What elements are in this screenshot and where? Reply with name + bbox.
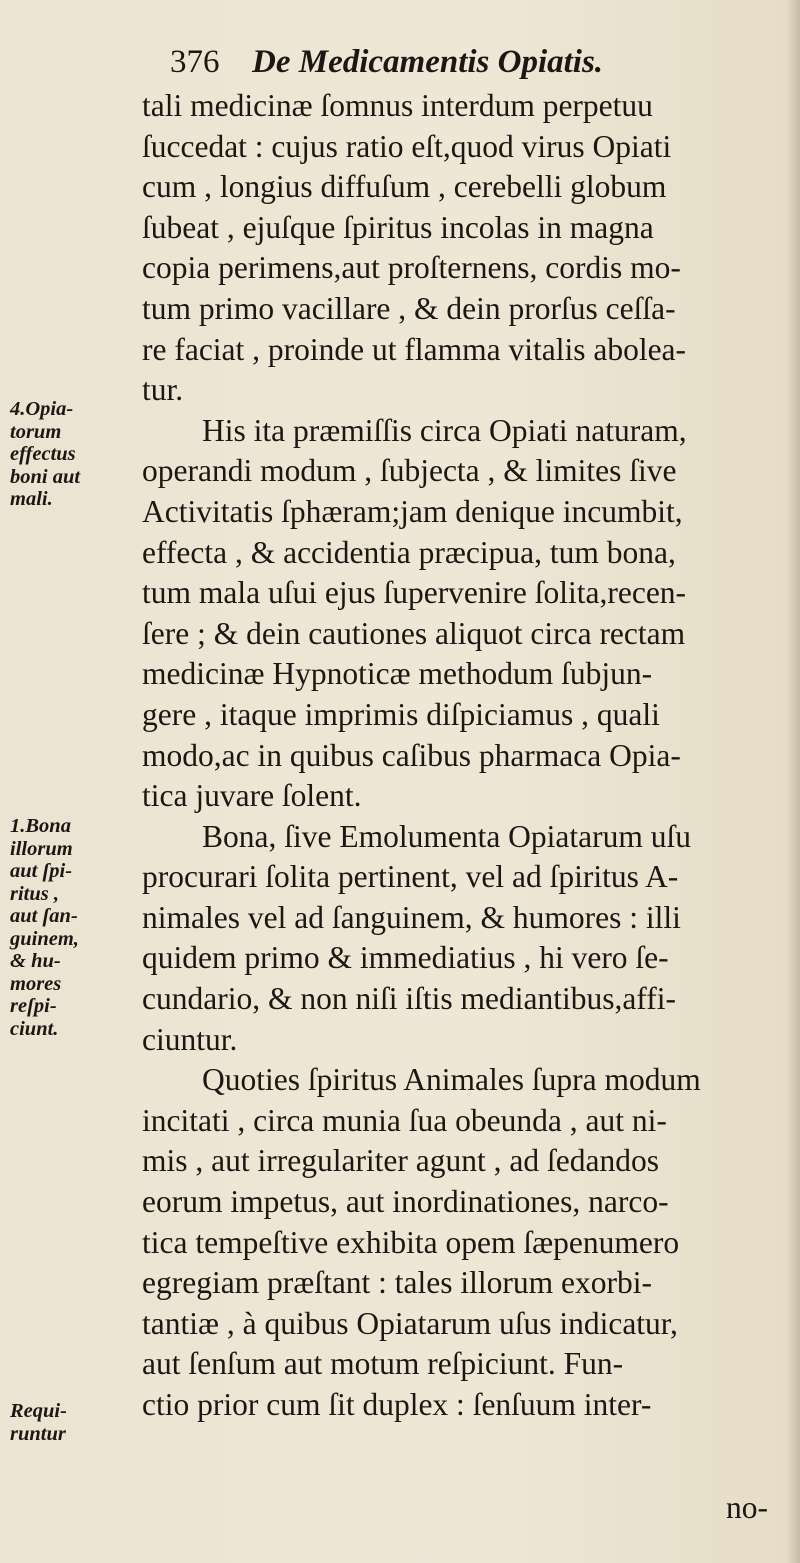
text-line: Bona, ſive Emolumenta Opiatarum uſu	[202, 818, 692, 854]
running-title: De Medicamentis Opiatis.	[252, 44, 604, 80]
text-line: tantiæ , à quibus Opiatarum uſus indicatur,	[142, 1305, 678, 1341]
running-head	[170, 38, 730, 86]
text-line: tum primo vacillare , & dein prorſus ceſſa-	[142, 290, 676, 326]
margin-note	[10, 1400, 140, 1445]
margin-note-line: Requi-	[10, 1400, 67, 1422]
text-line: ſuccedat : cujus ratio eſt,quod virus Opiati	[142, 128, 672, 164]
text-line: quidem primo & immediatius , hi vero ſe-	[142, 940, 669, 976]
text-line: operandi modum , ſubjecta , & limites ſive	[142, 453, 677, 489]
text-line: incitati , circa munia ſua obeunda , aut ni-	[142, 1102, 667, 1138]
margin-note-line: mali.	[10, 488, 53, 510]
margin-note-line: effectus	[10, 443, 76, 465]
text-line: nimales vel ad ſanguinem, & humores : illi	[142, 899, 681, 935]
text-line: gere , itaque imprimis diſpiciamus , quali	[142, 696, 660, 732]
margin-note-line: ritus ,	[10, 882, 59, 905]
text-line: effecta , & accidentia præcipua, tum bona,	[142, 534, 676, 570]
text-line: egregiam præſtant : tales illorum exorbi-	[142, 1265, 652, 1301]
text-line: ctio prior cum ſit duplex : ſenſuum inter-	[142, 1387, 652, 1422]
text-line: tica juvare ſolent.	[142, 778, 362, 814]
text-line: aut ſenſum aut motum reſpiciunt. Fun-	[142, 1346, 624, 1382]
margin-note	[10, 815, 140, 1040]
margin-note-line: ciunt.	[10, 1017, 59, 1040]
text-line: cum , longius diffuſum , cerebelli globum	[142, 169, 667, 205]
margin-note-line: torum	[10, 420, 62, 443]
margin-note-line: 4.Opia-	[10, 398, 74, 420]
text-line: ciuntur.	[142, 1021, 238, 1057]
margin-note	[10, 398, 140, 511]
margin-note-line: aut ſpi-	[10, 860, 73, 882]
text-line: copia perimens,aut proſternens, cordis mo-	[142, 250, 681, 286]
margin-note-line: boni aut	[10, 465, 81, 488]
catchword: no-	[726, 1490, 768, 1525]
margin-note-line: illorum	[10, 837, 73, 860]
text-line: modo,ac in quibus caſibus pharmaca Opia-	[142, 737, 681, 773]
text-line: medicinæ Hypnoticæ methodum ſubjun-	[142, 656, 653, 692]
text-line: tali medicinæ ſomnus interdum perpetuu	[142, 88, 653, 123]
text-line: eorum impetus, aut inordinationes, narco-	[142, 1184, 669, 1220]
margin-note-line: 1.Bona	[10, 815, 71, 837]
text-line: His ita præmiſſis circa Opiati naturam,	[202, 412, 687, 448]
text-line: tum mala uſui ejus ſupervenire ſolita,recen-	[142, 575, 687, 611]
text-line: ſubeat , ejuſque ſpiritus incolas in magna	[142, 209, 654, 245]
text-line: mis , aut irregulariter agunt , ad ſedandos	[142, 1143, 659, 1179]
margin-note-line: & hu-	[10, 950, 61, 972]
text-line: Activitatis ſphæram;jam denique incumbit,	[142, 493, 683, 529]
margin-note-line: mores	[10, 972, 62, 995]
text-line: cundario, & non niſi iſtis mediantibus,affi-	[142, 981, 676, 1017]
page-number: 376	[170, 44, 220, 80]
text-line: ſere ; & dein cautiones aliquot circa rectam	[142, 615, 686, 651]
text-line: re faciat , proinde ut flamma vitalis abolea-	[142, 331, 687, 367]
margin-note-line: guinem,	[10, 927, 79, 950]
text-line: tica tempeſtive exhibita opem ſæpenumero	[142, 1224, 680, 1260]
text-line: tur.	[142, 372, 184, 408]
margin-note-line: runtur	[10, 1422, 66, 1445]
margin-note-line: aut ſan-	[10, 905, 78, 927]
body-text	[142, 86, 792, 1426]
margin-note-line: reſpi-	[10, 995, 57, 1017]
text-line: Quoties ſpiritus Animales ſupra modum	[202, 1062, 701, 1098]
text-line: procurari ſolita pertinent, vel ad ſpiritus A-	[142, 859, 679, 895]
